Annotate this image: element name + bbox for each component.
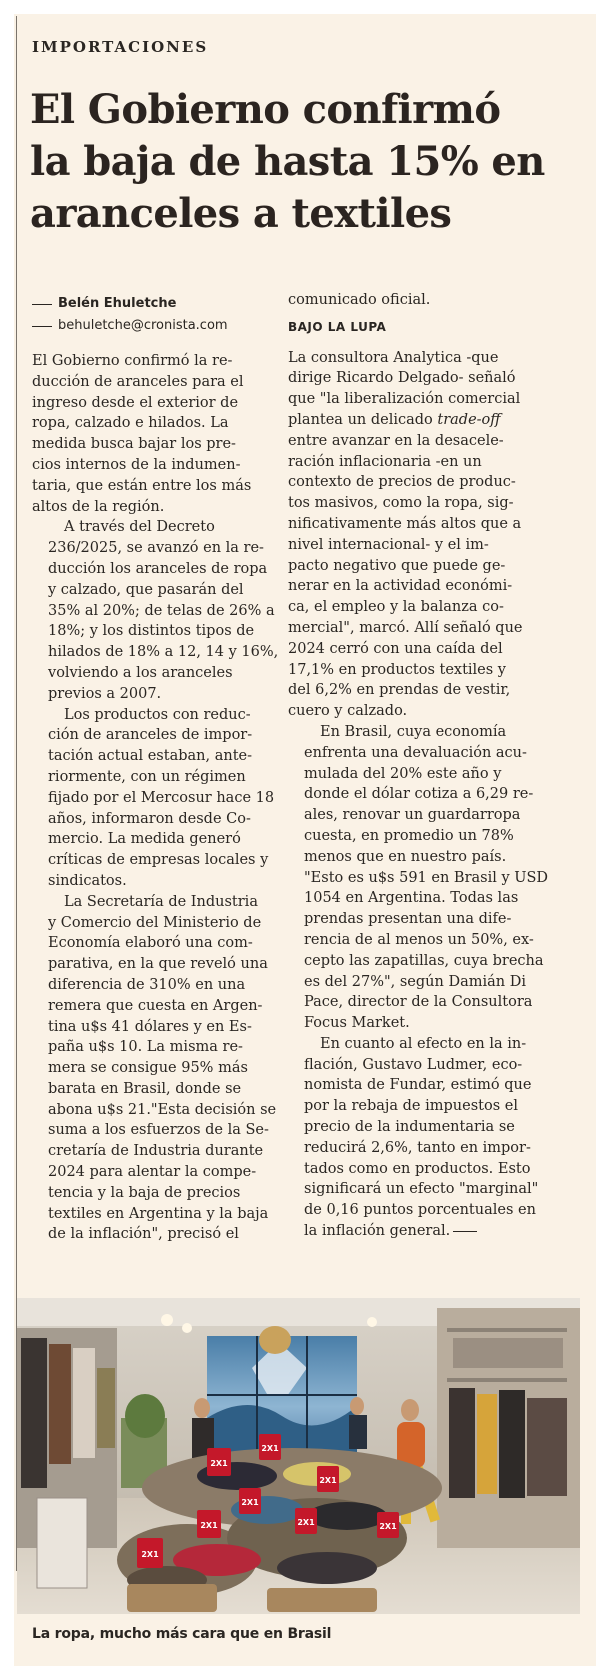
text-line: tencia y la baja de precios <box>48 1184 241 1201</box>
text-line: plantea un delicado trade-off <box>288 411 501 428</box>
text-line: previos a 2007. <box>48 685 162 702</box>
text-line: diferencia de 310% en una <box>48 976 246 993</box>
subheading: BAJO LA LUPA <box>288 319 387 334</box>
byline-dash <box>32 304 52 305</box>
text-line: 18%; y los distintos tipos de <box>48 623 255 640</box>
text-line: ración inflacionaria -en un <box>288 453 482 470</box>
text-line: ropa, calzado e hilados. La <box>32 415 229 432</box>
text-line: ales, renovar un guardarropa <box>304 807 521 824</box>
text-line: del 6,2% en prendas de vestir, <box>288 682 511 699</box>
article-column-left <box>32 351 300 1245</box>
text-line: de 0,16 puntos porcentuales en <box>304 1202 536 1219</box>
text-line: riormente, con un régimen <box>48 768 246 785</box>
text-line: flación, Gustavo Ludmer, eco- <box>304 1056 523 1073</box>
text-line: 35% al 20%; de telas de 26% a <box>48 602 275 619</box>
text-line: fijado por el Mercosur hace 18 <box>48 789 275 806</box>
article-column-right <box>288 290 556 1242</box>
text-line: A través del Decreto <box>64 519 215 536</box>
text-line: ción de aranceles de impor- <box>48 727 253 744</box>
text-line: dirige Ricardo Delgado- señaló <box>288 370 516 387</box>
text-line: cuesta, en promedio un 78% <box>304 827 514 844</box>
sale-tag-label: 2X1 <box>210 1459 228 1468</box>
text-line: precio de la indumentaria se <box>304 1119 515 1136</box>
text-line: años, informaron desde Co- <box>48 810 251 827</box>
text-line: nificativamente más altos que a <box>288 515 522 532</box>
text-line: mulada del 20% este año y <box>304 765 502 782</box>
text-line: la inflación general. <box>288 1221 556 1242</box>
store-photo-image <box>17 1298 580 1614</box>
text-line: remera que cuesta en Argen- <box>48 997 263 1014</box>
headline-line: El Gobierno confirmó <box>30 86 501 133</box>
article-paragraph <box>288 1034 556 1242</box>
text-line: de la inflación", precisó el <box>48 1226 239 1243</box>
text-line: barata en Brasil, donde se <box>48 1080 242 1097</box>
text-line: La Secretaría de Industria <box>64 893 258 910</box>
text-line: parativa, en la que reveló una <box>48 956 268 973</box>
text-line: donde el dólar cotiza a 6,29 re- <box>304 786 534 803</box>
article-paragraph <box>32 517 300 704</box>
text-line: medida busca bajar los pre- <box>32 436 236 453</box>
text-line: significará un efecto "marginal" <box>304 1181 539 1198</box>
text-line: abona u$s 21."Esta decisión se <box>48 1101 277 1118</box>
text-line: nomista de Fundar, estimó que <box>304 1077 532 1094</box>
text-line: ducción de aranceles para el <box>32 373 244 390</box>
text-line: Pace, director de la Consultora <box>304 994 533 1011</box>
text-line: nerar en la actividad económi- <box>288 578 513 595</box>
photo-caption: La ropa, mucho más cara que en Brasil <box>32 1626 332 1642</box>
text-line: reducirá 2,6%, tanto en impor- <box>304 1139 531 1156</box>
text-line: nivel internacional- y el im- <box>288 536 489 553</box>
text-line: contexto de precios de produc- <box>288 474 516 491</box>
article-paragraph <box>32 351 300 517</box>
byline-dash <box>32 326 52 327</box>
text-line: mercial", marcó. Allí señaló que <box>288 619 523 636</box>
text-line: cretaría de Industria durante <box>48 1143 264 1160</box>
article-paragraph <box>288 722 556 1034</box>
text-line: taria, que están entre los más <box>32 477 252 494</box>
text-line: textiles en Argentina y la baja <box>48 1205 269 1222</box>
text-line: prendas presentan una dife- <box>304 911 512 928</box>
text-line: altos de la región. <box>32 498 165 515</box>
text-line: 2024 para alentar la compe- <box>48 1164 257 1181</box>
text-line: cuero y calzado. <box>288 703 408 720</box>
text-line: tados como en productos. Esto <box>304 1160 531 1177</box>
sale-tag-label: 2X1 <box>141 1550 159 1559</box>
sale-tag-label: 2X1 <box>200 1521 218 1530</box>
text-line: Focus Market. <box>304 1015 410 1032</box>
headline-line: aranceles a textiles <box>30 190 452 237</box>
article-paragraph <box>288 348 556 722</box>
headline <box>30 84 590 240</box>
sale-tag-label: 2X1 <box>261 1444 279 1453</box>
sale-tag-label: 2X1 <box>241 1498 259 1507</box>
text-line: Los productos con reduc- <box>64 706 251 723</box>
text-line: que "la liberalización comercial <box>288 391 521 408</box>
sale-tag-label: 2X1 <box>297 1518 315 1527</box>
text-line: suma a los esfuerzos de la Se- <box>48 1122 269 1139</box>
text-line: ducción los aranceles de ropa <box>48 560 268 577</box>
text-line: rencia de al menos un 50%, ex- <box>304 931 534 948</box>
text-line: tos masivos, como la ropa, sig- <box>288 495 514 512</box>
store-photo <box>17 1298 580 1614</box>
text-line: Economía elaboró una com- <box>48 935 253 952</box>
text-line: La consultora Analytica -que <box>288 349 499 366</box>
end-mark <box>453 1231 477 1232</box>
sale-tag-label: 2X1 <box>379 1522 397 1531</box>
sale-tag-label: 2X1 <box>319 1476 337 1485</box>
text-line: El Gobierno confirmó la re- <box>32 353 233 369</box>
text-line: entre avanzar en la desacele- <box>288 432 504 449</box>
text-line: cepto las zapatillas, cuya brecha <box>304 952 544 969</box>
text-line: ca, el empleo y la balanza co- <box>288 599 504 616</box>
italic-term: trade-off <box>437 411 501 428</box>
column-lead-text <box>288 290 556 311</box>
text-line: pacto negativo que puede ge- <box>288 557 506 574</box>
text-line: ingreso desde el exterior de <box>32 394 239 411</box>
text-line: En cuanto al efecto en la in- <box>320 1035 527 1052</box>
text-line: tina u$s 41 dólares y en Es- <box>48 1018 252 1035</box>
text-line: cios internos de la indumen- <box>32 456 241 473</box>
article-paragraph <box>32 705 300 892</box>
text-line: mera se consigue 95% más <box>48 1060 248 1077</box>
text-line: 236/2025, se avanzó en la re- <box>48 540 264 557</box>
text-line: 17,1% en productos textiles y <box>288 661 507 678</box>
text-line: 2024 cerró con una caída del <box>288 640 503 657</box>
text-line: y Comercio del Ministerio de <box>48 914 262 931</box>
text-line: por la rebaja de impuestos el <box>304 1098 518 1115</box>
text-line: 1054 en Argentina. Todas las <box>304 890 519 907</box>
text-line: "Esto es u$s 591 en Brasil y USD <box>304 869 549 886</box>
column-body <box>288 348 556 1242</box>
text-line: volviendo a los aranceles <box>48 664 233 681</box>
text-line: críticas de empresas locales y <box>48 852 269 869</box>
text-line: comunicado oficial. <box>288 292 431 308</box>
text-line: mercio. La medida generó <box>48 831 241 848</box>
text-line: hilados de 18% a 12, 14 y 16%, <box>48 644 279 661</box>
text-line: sindicatos. <box>48 872 127 889</box>
text-line: menos que en nuestro país. <box>304 848 507 865</box>
author-name: Belén Ehuletche <box>58 296 177 311</box>
headline-line: la baja de hasta 15% en <box>30 138 545 185</box>
section-kicker: IMPORTACIONES <box>32 38 209 56</box>
text-line: es del 27%", según Damián Di <box>304 973 526 990</box>
text-line: y calzado, que pasarán del <box>48 581 244 598</box>
text-line: En Brasil, cuya economía <box>320 723 507 740</box>
text-line: tación actual estaban, ante- <box>48 748 252 765</box>
text-line: enfrenta una devaluación acu- <box>304 744 527 761</box>
author-email[interactable]: behuletche@cronista.com <box>58 318 228 333</box>
byline <box>32 293 292 337</box>
article-paragraph <box>32 892 300 1246</box>
text-line: paña u$s 10. La misma re- <box>48 1039 243 1056</box>
